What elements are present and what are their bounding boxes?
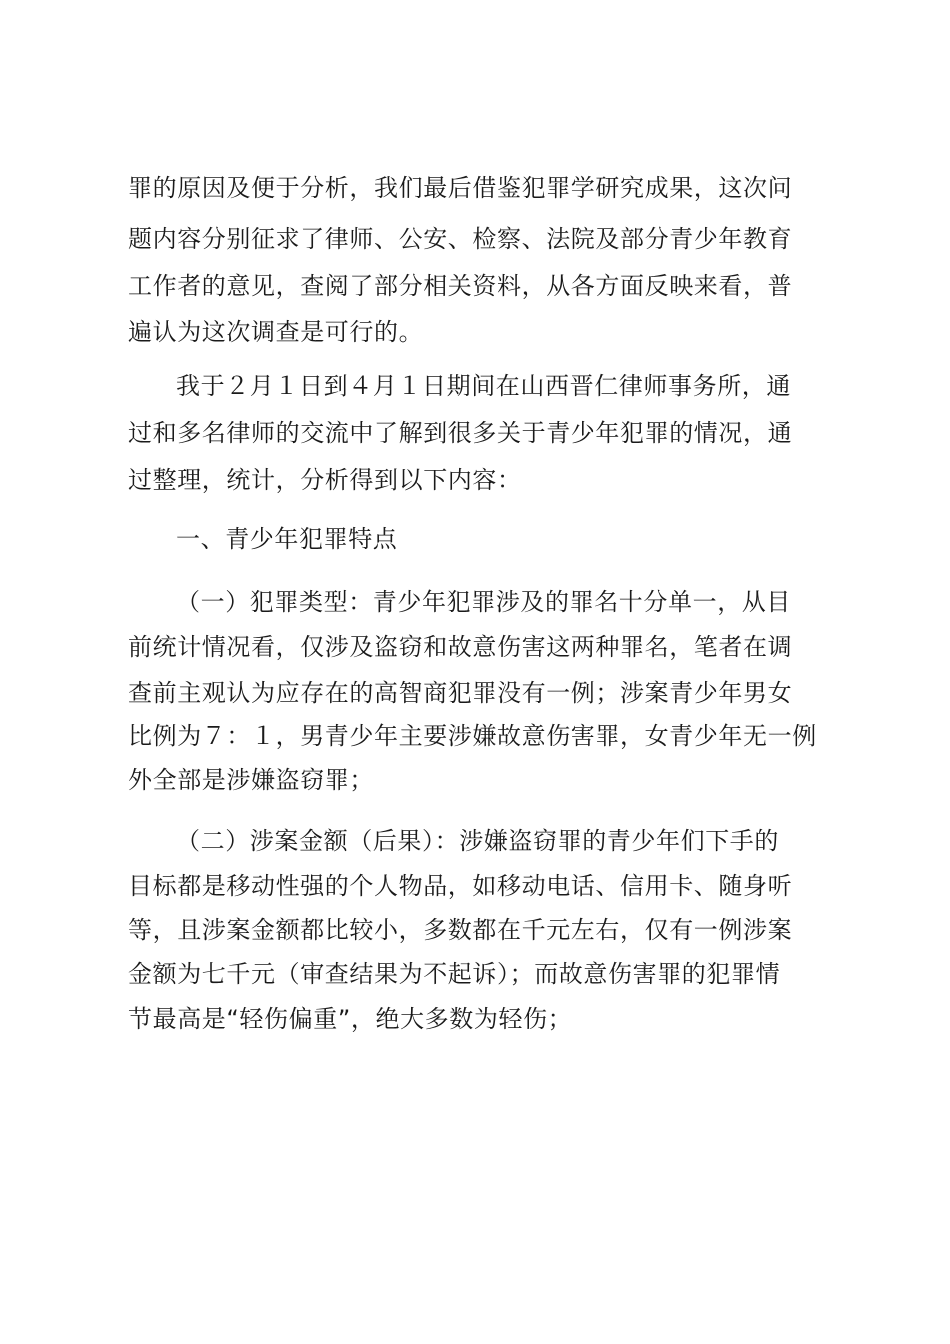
- paragraph-2-line-3: 过整理，统计，分析得到以下内容：: [128, 466, 522, 494]
- paragraph-4-line-5: 节最高是“轻伤偏重”，绝大多数为轻伤；: [128, 1005, 573, 1033]
- paragraph-1-line-2: 题内容分别征求了律师、公安、检察、法院及部分青少年教育: [128, 225, 793, 253]
- paragraph-4-line-4: 金额为七千元（审查结果为不起诉）；而故意伤害罪的犯罪情: [128, 960, 781, 988]
- paragraph-1-line-1: 罪的原因及便于分析，我们最后借鉴犯罪学研究成果，这次问: [128, 174, 793, 202]
- paragraph-4-line-2: 目标都是移动性强的个人物品，如移动电话、信用卡、随身听: [128, 872, 793, 900]
- paragraph-3-line-4: 比例为７：１，男青少年主要涉嫌故意伤害罪，女青少年无一例: [128, 722, 817, 750]
- paragraph-3-line-1: （一）犯罪类型：青少年犯罪涉及的罪名十分单一，从目: [176, 588, 791, 616]
- paragraph-4-line-3: 等，且涉案金额都比较小，多数都在千元左右，仅有一例涉案: [128, 916, 793, 944]
- paragraph-3-line-2: 前统计情况看，仅涉及盗窃和故意伤害这两种罪名，笔者在调: [128, 633, 793, 661]
- paragraph-1-line-4: 遍认为这次调查是可行的。: [128, 318, 424, 346]
- paragraph-3-line-3: 查前主观认为应存在的高智商犯罪没有一例；涉案青少年男女: [128, 679, 793, 707]
- paragraph-1-line-3: 工作者的意见，查阅了部分相关资料，从各方面反映来看，普: [128, 272, 793, 300]
- paragraph-4-line-1: （二）涉案金额（后果）：涉嫌盗窃罪的青少年们下手的: [176, 827, 779, 855]
- paragraph-2-line-1: 我于２月１日到４月１日期间在山西晋仁律师事务所，通: [176, 372, 791, 400]
- section-heading: 一、青少年犯罪特点: [176, 525, 398, 553]
- paragraph-2-line-2: 过和多名律师的交流中了解到很多关于青少年犯罪的情况，通: [128, 419, 793, 447]
- paragraph-3-line-5: 外全部是涉嫌盗窃罪；: [128, 766, 374, 794]
